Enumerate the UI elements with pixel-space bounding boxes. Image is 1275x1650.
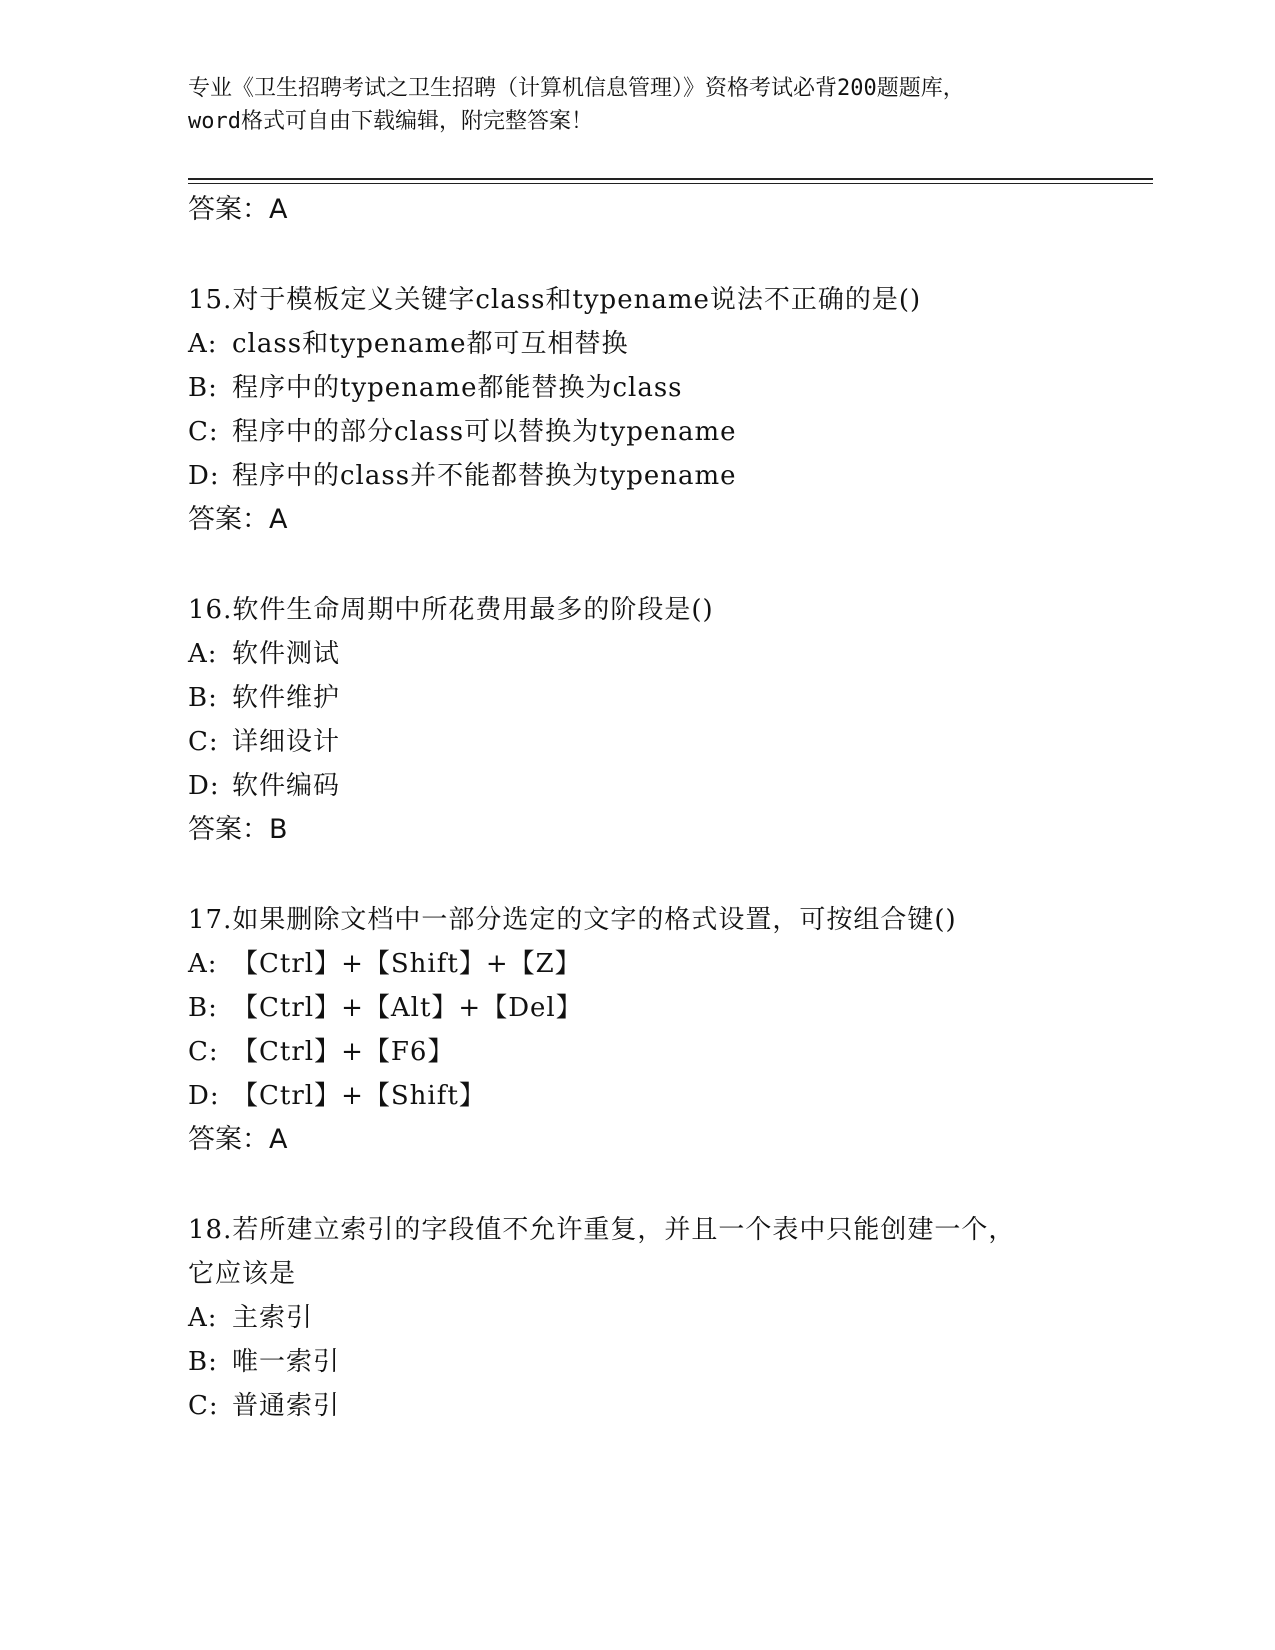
question-stem: 17.如果删除文档中一部分选定的文字的格式设置，可按组合键(): [188, 905, 957, 935]
option-text: class和typename都可互相替换: [232, 329, 629, 359]
question-stem: 16.软件生命周期中所花费用最多的阶段是(): [188, 595, 714, 625]
option-text: 详细设计: [232, 727, 341, 757]
option-key: C:: [188, 1037, 219, 1067]
option-line: [188, 681, 340, 715]
option-key: A:: [188, 1303, 218, 1333]
header-divider-thin: [188, 183, 1153, 184]
option-text: 【Ctrl】+【Shift】+【Z】: [232, 949, 582, 979]
option-text: 软件维护: [232, 683, 341, 713]
option-line: [188, 947, 582, 981]
option-key: B:: [188, 683, 218, 713]
option-text: 唯一索引: [232, 1347, 341, 1377]
option-key: B:: [188, 993, 218, 1023]
option-line: [188, 1079, 486, 1113]
option-line: [188, 725, 340, 759]
option-key: B:: [188, 1347, 218, 1377]
option-text: 主索引: [232, 1303, 314, 1333]
option-line: [188, 1345, 340, 1379]
option-text: 【Ctrl】+【F6】: [232, 1037, 455, 1067]
document-header: [188, 72, 1088, 138]
option-key: D:: [188, 461, 220, 491]
option-text: 程序中的部分class可以替换为typename: [232, 417, 737, 447]
answer-line: 答案：A: [188, 194, 288, 225]
option-line: [188, 459, 737, 493]
option-line: [188, 327, 629, 361]
question-stem: 15.对于模板定义关键字class和typename说法不正确的是(): [188, 285, 922, 315]
header-line-2: word格式可自由下载编辑，附完整答案！: [188, 109, 593, 134]
option-line: [188, 415, 737, 449]
option-key: A:: [188, 949, 218, 979]
option-text: 程序中的class并不能都替换为typename: [232, 461, 737, 491]
question-stem-continued: 它应该是: [188, 1259, 297, 1289]
option-text: 普通索引: [232, 1391, 341, 1421]
option-text: 软件编码: [232, 771, 341, 801]
option-line: [188, 1389, 340, 1423]
option-key: B:: [188, 373, 218, 403]
option-key: D:: [188, 771, 220, 801]
option-key: A:: [188, 329, 218, 359]
option-key: C:: [188, 417, 219, 447]
header-divider-thick: [188, 178, 1153, 180]
answer-line: 答案：B: [188, 814, 288, 845]
option-line: [188, 637, 340, 671]
option-line: [188, 1301, 313, 1335]
option-key: C:: [188, 727, 219, 757]
question-stem: 18.若所建立索引的字段值不允许重复，并且一个表中只能创建一个，: [188, 1215, 1016, 1245]
option-text: 【Ctrl】+【Shift】: [232, 1081, 486, 1111]
option-line: [188, 1035, 454, 1069]
option-key: C:: [188, 1391, 219, 1421]
option-line: [188, 769, 340, 803]
option-key: A:: [188, 639, 218, 669]
answer-line: 答案：A: [188, 1124, 288, 1155]
option-text: 软件测试: [232, 639, 341, 669]
option-key: D:: [188, 1081, 220, 1111]
answer-line: 答案：A: [188, 504, 288, 535]
option-text: 【Ctrl】+【Alt】+【Del】: [232, 993, 583, 1023]
option-text: 程序中的typename都能替换为class: [232, 373, 683, 403]
header-line-1: 专业《卫生招聘考试之卫生招聘（计算机信息管理）》资格考试必背200题题库，: [188, 76, 965, 101]
option-line: [188, 371, 683, 405]
option-line: [188, 991, 583, 1025]
